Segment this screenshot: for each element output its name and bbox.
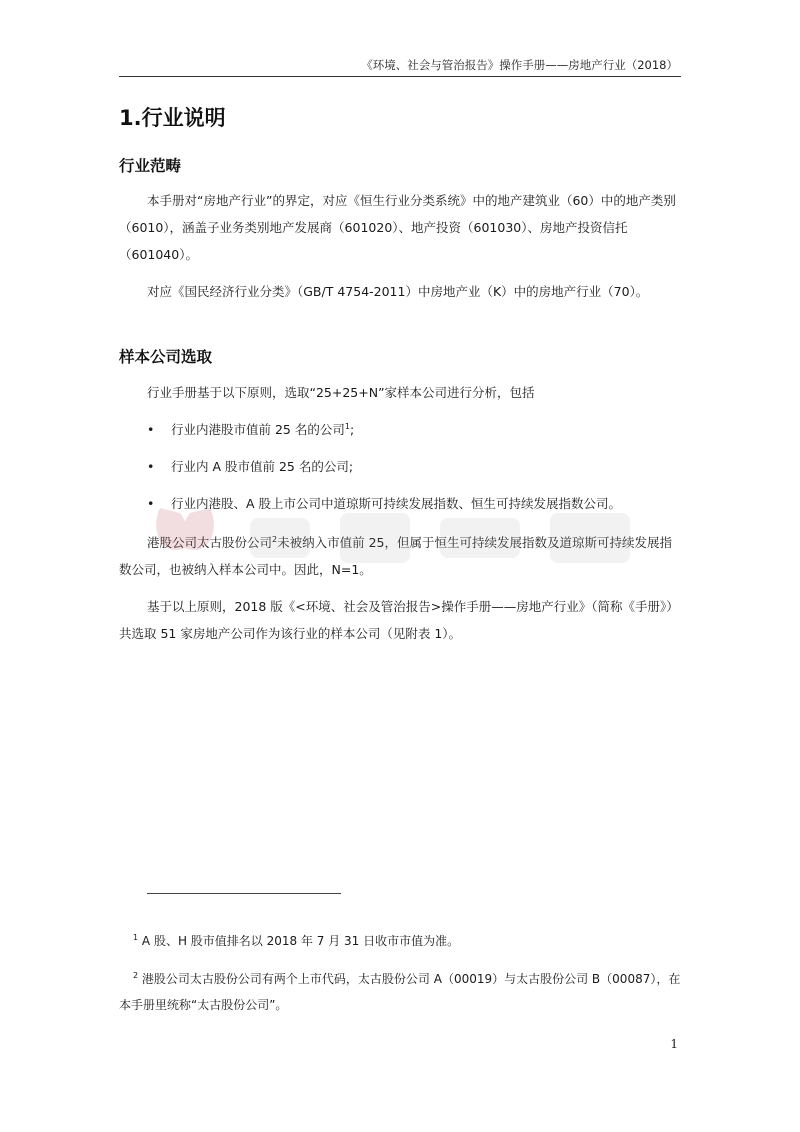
- heading-sample-selection: 样本公司选取: [119, 348, 213, 366]
- list-item: [147, 494, 681, 514]
- page-number: 1: [670, 1037, 678, 1051]
- list-item-text: 行业内 A 股市值前 25 名的公司;: [171, 459, 354, 474]
- sample-paragraph-4: 基于以上原则，2018 版《<环境、社会及管治报告>操作手册——房地产行业》（简称《手册》）共选取 51 家房地产公司作为该行业的样本公司（见附表 1）。: [119, 599, 679, 641]
- page-header-title: 《环境、社会与管治报告》操作手册——房地产行业（2018）: [361, 58, 678, 72]
- bullet-icon: •: [147, 496, 155, 511]
- scope-paragraph-2: 对应《国民经济行业分类》（GB/T 4754-2011）中房地产业（K）中的房地产行业（70）。: [147, 284, 649, 299]
- list-item-text: 行业内港股市值前 25 名的公司: [171, 422, 345, 437]
- sample-paragraph-3: [119, 529, 681, 583]
- section-title: 1.行业说明: [119, 106, 226, 130]
- footnote-mark: 1: [133, 933, 139, 942]
- list-item-text: 行业内港股、A 股上市公司中道琼斯可持续发展指数、恒生可持续发展指数公司。: [171, 496, 622, 511]
- list-item-tail: ;: [349, 422, 355, 437]
- bullet-icon: •: [147, 422, 155, 437]
- footnote-divider: [147, 893, 341, 894]
- footnote-mark: 2: [133, 971, 139, 980]
- sample-intro-paragraph: 行业手册基于以下原则，选取“25+25+N”家样本公司进行分析，包括: [147, 385, 535, 400]
- scope-paragraph-1: 本手册对“房地产行业”的界定，对应《恒生行业分类系统》中的地产建筑业（60）中的地产类别（6010），涵盖子业务类别地产发展商（601020）、地产投资（601030）、房地产投资信托（601040）。: [119, 193, 676, 262]
- para3-lead: 港股公司太古股份公司: [147, 535, 273, 550]
- header-divider: [119, 76, 681, 77]
- para3-rest: 未被纳入市值前 25，但属于恒生可持续发展指数及道琼斯可持续发展指数公司，也被纳入样本公司中。因此，N=1。: [119, 535, 672, 577]
- footnote-text: A 股、H 股市值排名以 2018 年 7 月 31 日收市市值为准。: [141, 934, 460, 948]
- footnote-ref: 2: [272, 535, 278, 544]
- list-item: [147, 420, 681, 440]
- footnote-text: 港股公司太古股份公司有两个上市代码，太古股份公司 A（00019）与太古股份公司 B（00087），在本手册里统称“太古股份公司”。: [119, 972, 681, 1012]
- footnote-ref: 1: [344, 422, 350, 431]
- heading-industry-scope: 行业范畴: [119, 157, 182, 175]
- bullet-icon: •: [147, 459, 155, 474]
- footnote-1: [119, 928, 681, 954]
- footnote-2: [119, 966, 681, 1018]
- list-item: [147, 457, 681, 477]
